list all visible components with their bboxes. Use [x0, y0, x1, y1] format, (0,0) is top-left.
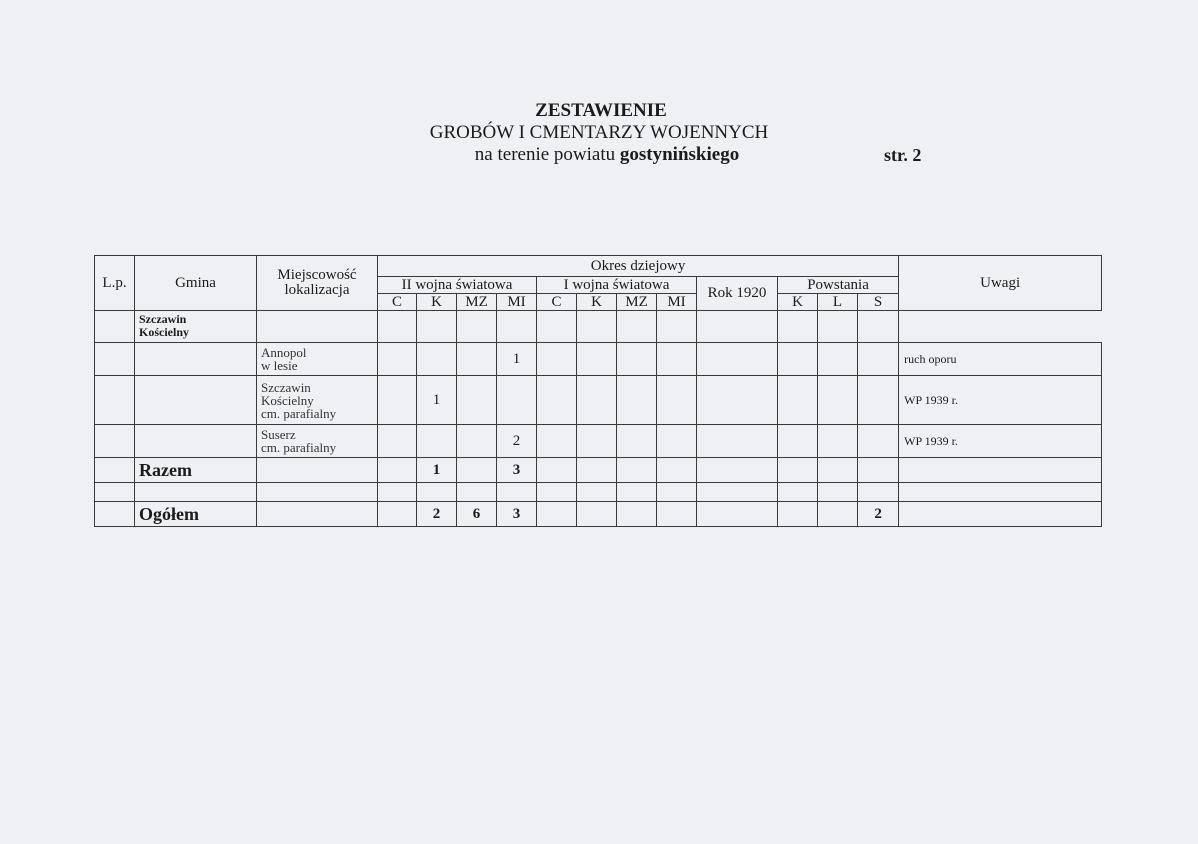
location-cell	[257, 343, 378, 376]
table-row-empty	[95, 483, 1102, 502]
ogolem-label: Ogółem	[135, 502, 257, 527]
table-row-ogolem	[95, 502, 1102, 527]
region-prefix: na terenie powiatu	[474, 144, 616, 165]
ii-k-value	[417, 343, 457, 376]
group-header-i-wojna: I wojna światowa	[537, 277, 697, 294]
ii-k-value	[417, 425, 457, 458]
ogolem-ii-mz: 6	[457, 502, 497, 527]
ogolem-powstania-s: 2	[858, 502, 899, 527]
location-cell	[257, 376, 378, 425]
sub-header-ii-k: K	[417, 294, 457, 311]
uwagi-value: ruch oporu	[899, 343, 1102, 376]
sub-header-powstania-l: L	[818, 294, 858, 311]
col-header-lp: L.p.	[95, 256, 135, 311]
location-line3: cm. parafialny	[261, 405, 337, 421]
table-row	[95, 376, 1102, 425]
sub-header-i-mz: MZ	[617, 294, 657, 311]
col-header-miejscowosc-line1: Miejscowość	[277, 267, 357, 283]
group-header-ii-wojna: II wojna światowa	[378, 277, 537, 294]
col-header-miejscowosc	[257, 256, 378, 311]
razem-ii-k: 1	[417, 458, 457, 483]
col-header-okres: Okres dziejowy	[378, 256, 899, 277]
ii-k-value: 1	[417, 376, 457, 425]
col-header-uwagi: Uwagi	[899, 256, 1102, 311]
ogolem-ii-mi: 3	[497, 502, 537, 527]
document-header	[0, 100, 1198, 166]
graves-table	[94, 255, 1102, 527]
header-row-1	[95, 256, 1102, 277]
razem-ii-mi: 3	[497, 458, 537, 483]
ii-mi-value	[497, 376, 537, 425]
table-row	[95, 343, 1102, 376]
location-line2: cm. parafialny	[261, 440, 337, 455]
ii-mi-value: 1	[497, 343, 537, 376]
sub-header-ii-mz: MZ	[457, 294, 497, 311]
gmina-name-line2: Kościelny	[139, 325, 189, 339]
table-row-gmina	[95, 311, 1102, 343]
page-number: str. 2	[884, 145, 922, 165]
col-header-gmina: Gmina	[135, 256, 257, 311]
sub-header-i-k: K	[577, 294, 617, 311]
table-row	[95, 425, 1102, 458]
sub-header-i-c: C	[537, 294, 577, 311]
document-region-line	[8, 144, 1198, 166]
location-line1: Annopol	[261, 345, 307, 360]
table-row-razem	[95, 458, 1102, 483]
sub-header-ii-c: C	[378, 294, 417, 311]
gmina-name-line1: Szczawin	[139, 312, 187, 326]
sub-header-powstania-s: S	[858, 294, 899, 311]
sub-header-powstania-k: K	[778, 294, 818, 311]
sub-header-ii-mi: MI	[497, 294, 537, 311]
location-cell	[257, 425, 378, 458]
document-title: ZESTAWIENIE	[535, 100, 667, 121]
sub-header-i-mi: MI	[657, 294, 697, 311]
region-name: gostynińskiego	[619, 144, 740, 165]
gmina-name	[135, 311, 257, 343]
document-subtitle: GROBÓW I CMENTARZY WOJENNYCH	[429, 122, 769, 143]
col-header-miejscowosc-line2: lokalizacja	[284, 282, 350, 298]
ii-mi-value: 2	[497, 425, 537, 458]
location-line1: Suserz	[261, 427, 296, 442]
uwagi-value: WP 1939 r.	[899, 376, 1102, 425]
location-line2: w lesie	[261, 358, 298, 373]
razem-label: Razem	[135, 458, 257, 483]
location-line2: Kościelny	[261, 392, 314, 408]
group-header-powstania: Powstania	[778, 277, 899, 294]
ogolem-ii-k: 2	[417, 502, 457, 527]
group-header-rok-1920: Rok 1920	[697, 277, 778, 311]
location-line1: Szczawin	[261, 379, 311, 395]
uwagi-value: WP 1939 r.	[899, 425, 1102, 458]
